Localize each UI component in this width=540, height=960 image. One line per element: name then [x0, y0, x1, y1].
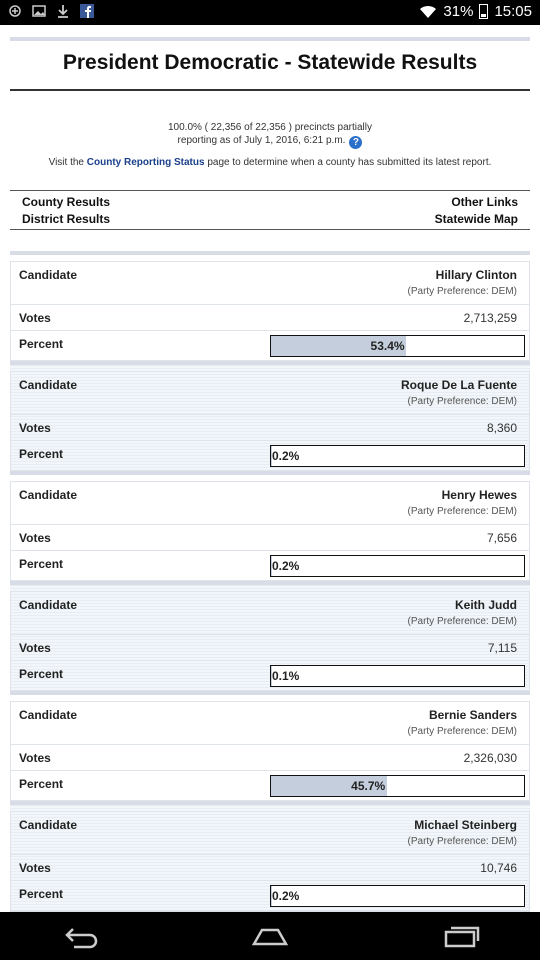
party-preference: (Party Preference: DEM) — [407, 616, 517, 627]
votes-row — [10, 635, 530, 661]
party-preference: (Party Preference: DEM) — [407, 506, 517, 517]
percent-bar — [270, 445, 525, 467]
wifi-icon — [419, 5, 437, 19]
candidate-name: Roque De La Fuente — [400, 378, 517, 392]
links-section — [10, 190, 530, 230]
percent-value: 45.7% — [351, 779, 386, 793]
precincts-line-2: reporting as of July 1, 2016, 6:21 p.m. — [177, 135, 346, 146]
navigation-bar — [0, 912, 540, 960]
party-preference: (Party Preference: DEM) — [407, 396, 517, 407]
visit-suffix: page to determine when a county has submitted its latest report. — [207, 157, 492, 168]
percent-value: 0.2% — [272, 449, 300, 463]
battery-icon — [479, 4, 488, 19]
facebook-icon — [80, 4, 94, 18]
votes-row — [10, 415, 530, 441]
percent-label: Percent — [19, 887, 64, 901]
votes-row — [10, 525, 530, 551]
percent-bar — [270, 775, 525, 797]
candidate-row — [10, 701, 530, 745]
percent-label: Percent — [19, 777, 64, 791]
votes-value: 8,360 — [486, 421, 517, 435]
percent-value: 0.1% — [272, 669, 300, 683]
candidate-name: Henry Hewes — [441, 488, 517, 502]
percent-row — [10, 661, 530, 691]
help-icon[interactable]: ? — [349, 136, 362, 149]
percent-row — [10, 441, 530, 471]
top-divider — [10, 37, 530, 41]
visit-notice — [0, 157, 540, 168]
percent-label: Percent — [19, 667, 64, 681]
page-title: President Democratic - Statewide Results — [62, 51, 478, 74]
party-preference: (Party Preference: DEM) — [407, 286, 517, 297]
candidate-card — [10, 365, 530, 475]
county-results-link[interactable]: County Results — [22, 195, 111, 209]
usb-icon — [8, 4, 22, 18]
percent-row — [10, 331, 530, 361]
party-preference: (Party Preference: DEM) — [407, 726, 517, 737]
percent-label: Percent — [19, 447, 64, 461]
votes-value: 2,326,030 — [463, 751, 517, 765]
percent-row — [10, 771, 530, 801]
votes-label: Votes — [19, 861, 51, 875]
web-page — [0, 25, 540, 912]
candidate-label: Candidate — [19, 708, 78, 722]
candidate-row — [10, 811, 530, 855]
candidate-label: Candidate — [19, 268, 78, 282]
other-links-link[interactable]: Other Links — [451, 195, 518, 209]
candidate-card — [10, 255, 530, 365]
percent-bar — [270, 665, 525, 687]
votes-row — [10, 745, 530, 771]
candidate-label: Candidate — [19, 378, 78, 392]
county-reporting-status-link[interactable]: County Reporting Status — [86, 157, 205, 168]
candidate-row — [10, 371, 530, 415]
party-preference: (Party Preference: DEM) — [407, 836, 517, 847]
candidate-row — [10, 481, 530, 525]
candidate-card — [10, 805, 530, 912]
clock: 15:05 — [494, 3, 532, 20]
percent-label: Percent — [19, 557, 64, 571]
candidate-label: Candidate — [19, 818, 78, 832]
votes-label: Votes — [19, 641, 51, 655]
candidate-card — [10, 475, 530, 585]
candidate-name: Hillary Clinton — [435, 268, 517, 282]
votes-value: 2,713,259 — [463, 311, 517, 325]
candidate-name: Keith Judd — [455, 598, 517, 612]
percent-label: Percent — [19, 337, 64, 351]
votes-value: 10,746 — [480, 861, 517, 875]
status-bar — [0, 0, 540, 25]
candidate-name: Michael Steinberg — [414, 818, 517, 832]
percent-bar — [270, 555, 525, 577]
percent-bar — [270, 885, 525, 907]
results-list — [10, 251, 530, 912]
visit-prefix: Visit the — [48, 157, 84, 168]
statewide-map-link[interactable]: Statewide Map — [434, 212, 518, 226]
candidate-row — [10, 591, 530, 635]
votes-row — [10, 855, 530, 881]
download-icon — [56, 4, 70, 18]
precincts-line-2-wrap — [0, 134, 540, 149]
percent-row — [10, 551, 530, 581]
percent-value: 0.2% — [272, 559, 300, 573]
precincts-line-1: 100.0% ( 22,356 of 22,356 ) precincts partially — [167, 122, 372, 133]
votes-row — [10, 305, 530, 331]
candidate-card — [10, 585, 530, 695]
title-divider — [10, 89, 530, 91]
votes-value: 7,115 — [487, 641, 517, 655]
candidate-name: Bernie Sanders — [428, 708, 517, 722]
votes-label: Votes — [19, 531, 51, 545]
votes-label: Votes — [19, 311, 51, 325]
candidate-row — [10, 261, 530, 305]
votes-value: 7,656 — [486, 531, 517, 545]
candidate-card — [10, 695, 530, 805]
percent-row — [10, 881, 530, 911]
image-icon — [32, 4, 46, 18]
recent-apps-icon[interactable] — [442, 922, 482, 950]
system-icons — [419, 3, 532, 20]
candidate-label: Candidate — [19, 488, 78, 502]
back-icon[interactable] — [60, 922, 100, 950]
percent-value: 0.2% — [272, 889, 300, 903]
candidate-label: Candidate — [19, 598, 78, 612]
percent-bar — [270, 335, 525, 357]
votes-label: Votes — [19, 751, 51, 765]
battery-percent: 31% — [443, 3, 474, 20]
district-results-link[interactable]: District Results — [22, 212, 111, 226]
notification-icons — [8, 4, 94, 18]
percent-value: 53.4% — [370, 339, 405, 353]
votes-label: Votes — [19, 421, 51, 435]
precincts-reporting — [0, 121, 540, 149]
home-icon[interactable] — [250, 922, 290, 950]
